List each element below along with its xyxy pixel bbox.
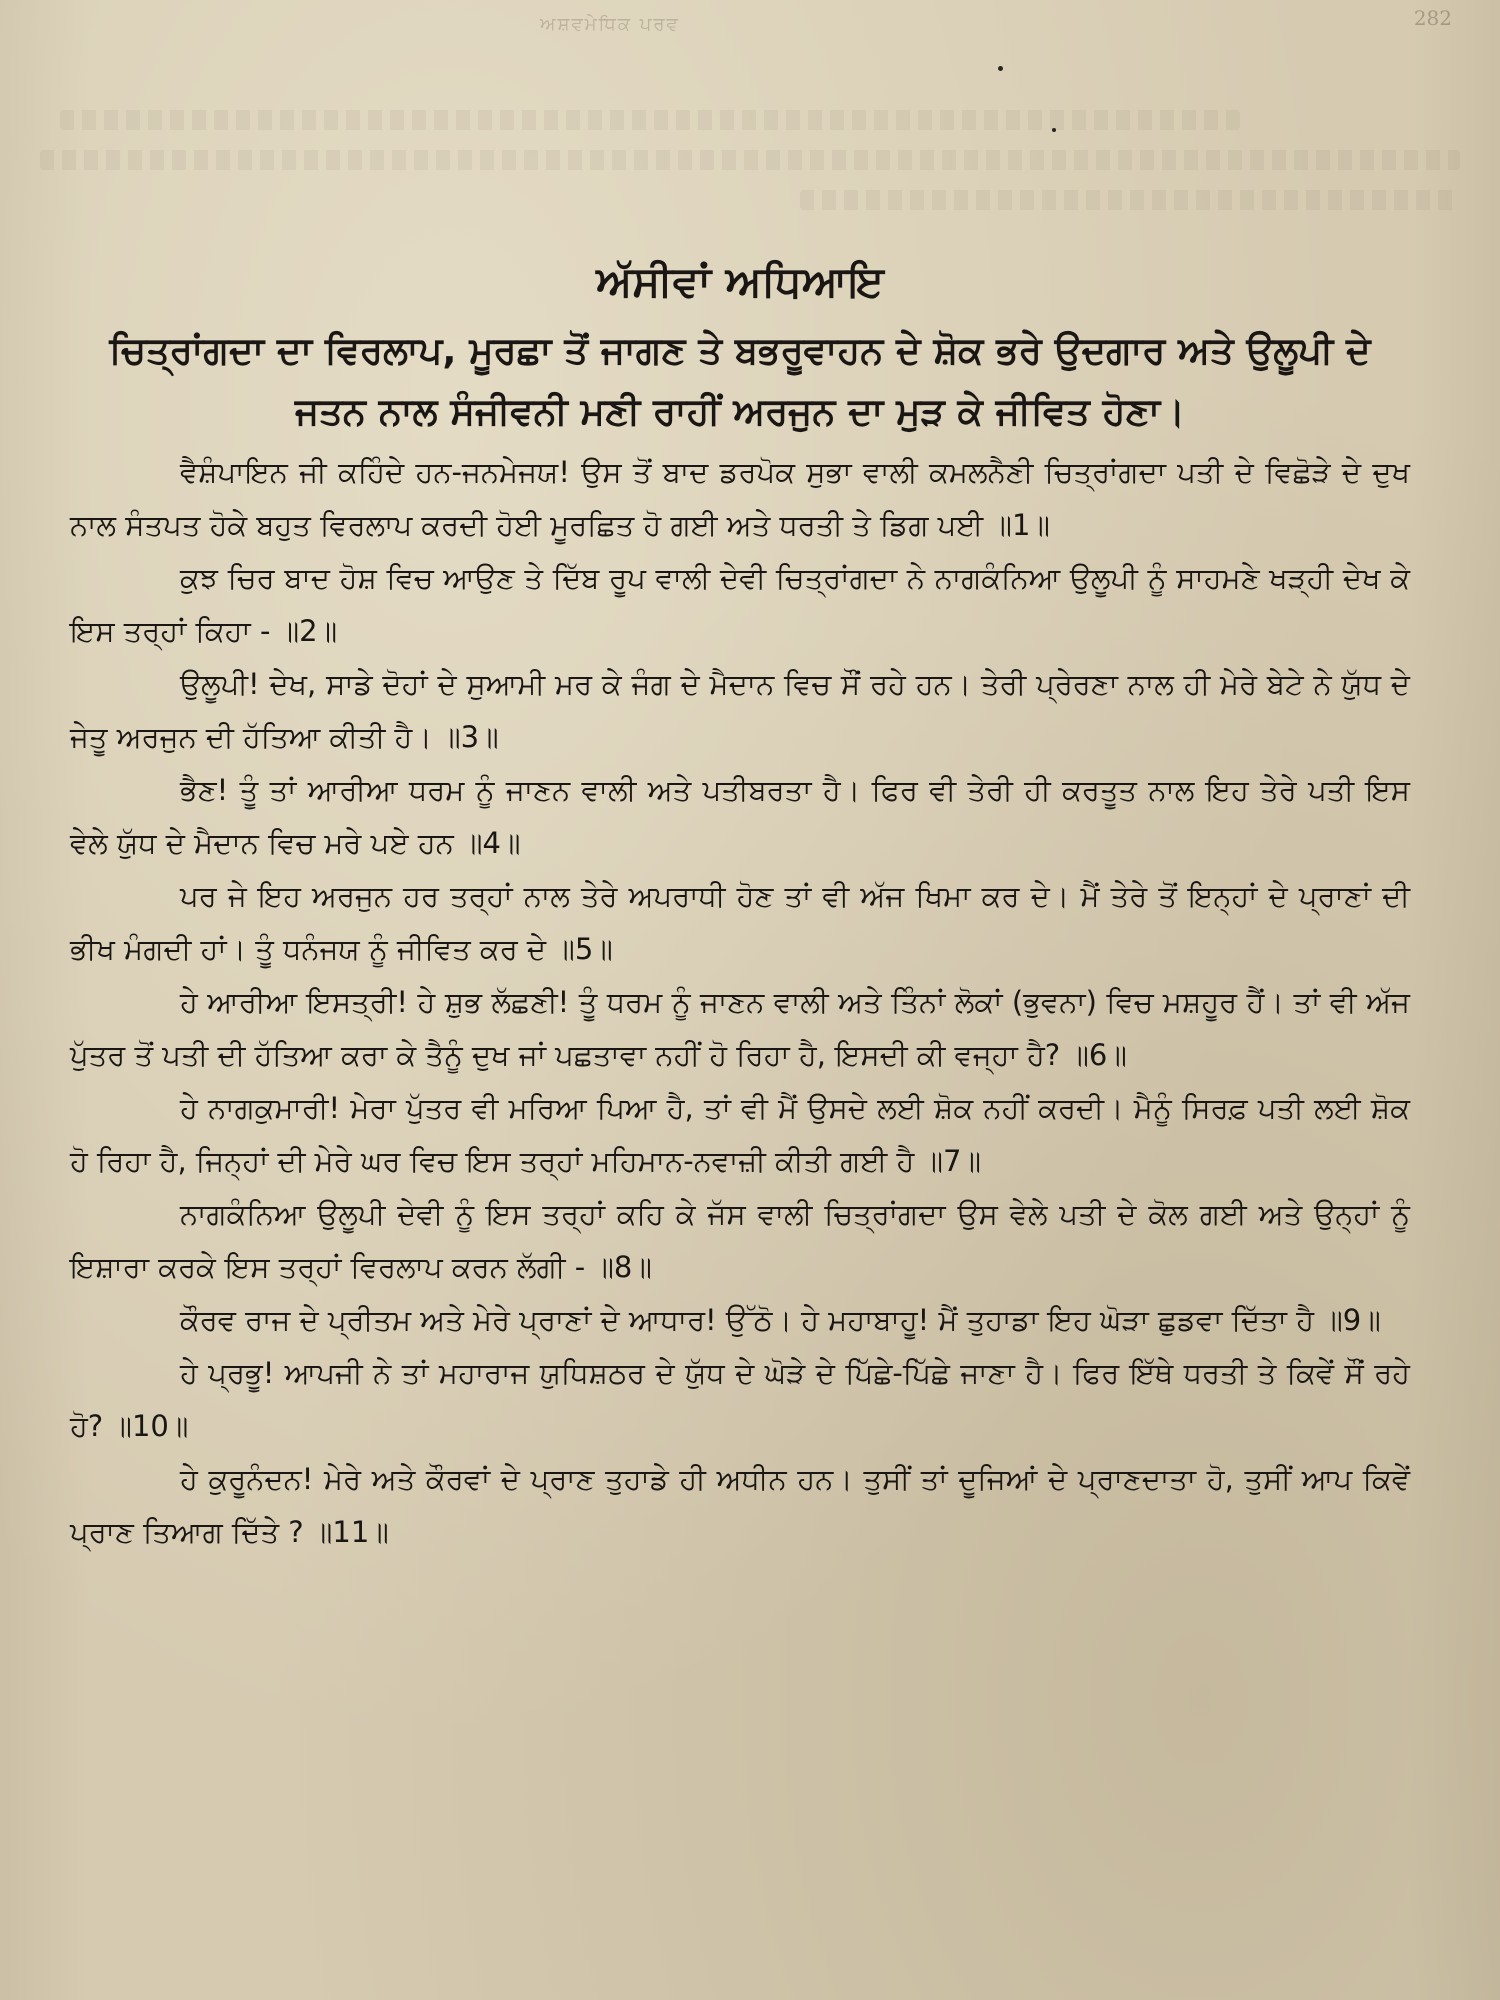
paragraph-verse-11: ਹੇ ਕੁਰੂਨੰਦਨ! ਮੇਰੇ ਅਤੇ ਕੌਰਵਾਂ ਦੇ ਪ੍ਰਾਣ ਤੁਹਾਡੇ ਹੀ ਅਧੀਨ ਹਨ। ਤੁਸੀਂ ਤਾਂ ਦੂਜਿਆਂ ਦੇ ਪ੍ਰਾਣਦਾਤਾ ਹੋ, ਤੁਸੀਂ ਆਪ ਕਿਵੇਂ ਪ੍ਰਾਣ ਤਿਆਗ ਦਿੱਤੇ ? ॥11॥ (70, 1462, 1410, 1549)
page-number: 282 (1413, 6, 1452, 30)
chapter-subtitle: ਚਿਤ੍ਰਾਂਗਦਾ ਦਾ ਵਿਰਲਾਪ, ਮੂਰਛਾ ਤੋਂ ਜਾਗਣ ਤੇ ਬਭਰੂਵਾਹਨ ਦੇ ਸ਼ੋਕ ਭਰੇ ਉਦਗਾਰ ਅਤੇ ਉਲੂਪੀ ਦੇ ਜਤਨ ਨਾਲ ਸੰਜੀਵਨੀ ਮਣੀ ਰਾਹੀਂ ਅਰਜੁਨ ਦਾ ਮੁੜ ਕੇ ਜੀਵਿਤ ਹੋਣਾ। (109, 329, 1371, 433)
chapter-title: ਅੱਸੀਵਾਂ ਅਧਿਆਇ (596, 257, 884, 306)
paragraph-verse-1: ਵੈਸ਼ੰਪਾਇਨ ਜੀ ਕਹਿੰਦੇ ਹਨ-ਜਨਮੇਜਯ! ਉਸ ਤੋਂ ਬਾਦ ਡਰਪੋਕ ਸੁਭਾ ਵਾਲੀ ਕਮਲਨੈਣੀ ਚਿਤ੍ਰਾਂਗਦਾ ਪਤੀ ਦੇ ਵਿਛੋੜੇ ਦੇ ਦੁਖ ਨਾਲ ਸੰਤਪਤ ਹੋਕੇ ਬਹੁਤ ਵਿਰਲਾਪ ਕਰਦੀ ਹੋਈ ਮੂਰਛਿਤ ਹੋ ਗਈ ਅਤੇ ਧਰਤੀ ਤੇ ਡਿਗ ਪਈ ॥1॥ (70, 455, 1410, 542)
ink-speck (1052, 128, 1056, 132)
body-text (70, 446, 1410, 1559)
bleed-through-line (60, 110, 1240, 130)
paragraph-verse-10: ਹੇ ਪ੍ਰਭੂ! ਆਪਜੀ ਨੇ ਤਾਂ ਮਹਾਰਾਜ ਯੁਧਿਸ਼ਠਰ ਦੇ ਯੁੱਧ ਦੇ ਘੋੜੇ ਦੇ ਪਿੱਛੇ-ਪਿੱਛੇ ਜਾਣਾ ਹੈ। ਫਿਰ ਇੱਥੇ ਧਰਤੀ ਤੇ ਕਿਵੇਂ ਸੌਂ ਰਹੇ ਹੋ? ॥10॥ (70, 1356, 1410, 1443)
page-content (70, 250, 1410, 1559)
paragraph-verse-5: ਪਰ ਜੇ ਇਹ ਅਰਜੁਨ ਹਰ ਤਰ੍ਹਾਂ ਨਾਲ ਤੇਰੇ ਅਪਰਾਧੀ ਹੋਣ ਤਾਂ ਵੀ ਅੱਜ ਖਿਮਾ ਕਰ ਦੇ। ਮੈਂ ਤੇਰੇ ਤੋਂ ਇਨ੍ਹਾਂ ਦੇ ਪ੍ਰਾਣਾਂ ਦੀ ਭੀਖ ਮੰਗਦੀ ਹਾਂ। ਤੂੰ ਧਨੰਜਯ ਨੂੰ ਜੀਵਿਤ ਕਰ ਦੇ ॥5॥ (70, 879, 1410, 966)
paragraph-verse-9: ਕੌਰਵ ਰਾਜ ਦੇ ਪ੍ਰੀਤਮ ਅਤੇ ਮੇਰੇ ਪ੍ਰਾਣਾਂ ਦੇ ਆਧਾਰ! ਉੱਠੋ। ਹੇ ਮਹਾਬਾਹੂ! ਮੈਂ ਤੁਹਾਡਾ ਇਹ ਘੋੜਾ ਛੁਡਵਾ ਦਿੱਤਾ ਹੈ ॥9॥ (180, 1303, 1381, 1337)
bleed-through-line (800, 190, 1460, 210)
paragraph-verse-4: ਭੈਣ! ਤੂੰ ਤਾਂ ਆਰੀਆ ਧਰਮ ਨੂੰ ਜਾਣਨ ਵਾਲੀ ਅਤੇ ਪਤੀਬਰਤਾ ਹੈ। ਫਿਰ ਵੀ ਤੇਰੀ ਹੀ ਕਰਤੂਤ ਨਾਲ ਇਹ ਤੇਰੇ ਪਤੀ ਇਸ ਵੇਲੇ ਯੁੱਧ ਦੇ ਮੈਦਾਨ ਵਿਚ ਮਰੇ ਪਏ ਹਨ ॥4॥ (70, 773, 1410, 860)
paragraph-verse-8: ਨਾਗਕੰਨਿਆ ਉਲੂਪੀ ਦੇਵੀ ਨੂੰ ਇਸ ਤਰ੍ਹਾਂ ਕਹਿ ਕੇ ਜੱਸ ਵਾਲੀ ਚਿਤ੍ਰਾਂਗਦਾ ਉਸ ਵੇਲੇ ਪਤੀ ਦੇ ਕੋਲ ਗਈ ਅਤੇ ਉਨ੍ਹਾਂ ਨੂੰ ਇਸ਼ਾਰਾ ਕਰਕੇ ਇਸ ਤਰ੍ਹਾਂ ਵਿਰਲਾਪ ਕਰਨ ਲੱਗੀ - ॥8॥ (70, 1197, 1410, 1284)
ink-speck (998, 66, 1003, 71)
running-header: ਅਸ਼ਵਮੇਧਿਕ ਪਰਵ (540, 14, 680, 35)
bleed-through-line (40, 150, 1460, 170)
paragraph-verse-6: ਹੇ ਆਰੀਆ ਇਸਤ੍ਰੀ! ਹੇ ਸ਼ੁਭ ਲੱਛਣੀ! ਤੂੰ ਧਰਮ ਨੂੰ ਜਾਣਨ ਵਾਲੀ ਅਤੇ ਤਿੰਨਾਂ ਲੋਕਾਂ (ਭੁਵਨਾ) ਵਿਚ ਮਸ਼ਹੂਰ ਹੈਂ। ਤਾਂ ਵੀ ਅੱਜ ਪੁੱਤਰ ਤੋਂ ਪਤੀ ਦੀ ਹੱਤਿਆ ਕਰਾ ਕੇ ਤੈਨੂੰ ਦੁਖ ਜਾਂ ਪਛਤਾਵਾ ਨਹੀਂ ਹੋ ਰਿਹਾ ਹੈ, ਇਸਦੀ ਕੀ ਵਜ੍ਹਾ ਹੈ? ॥6॥ (70, 985, 1410, 1072)
paragraph-verse-3: ਉਲੂਪੀ! ਦੇਖ, ਸਾਡੇ ਦੋਹਾਂ ਦੇ ਸੁਆਮੀ ਮਰ ਕੇ ਜੰਗ ਦੇ ਮੈਦਾਨ ਵਿਚ ਸੌਂ ਰਹੇ ਹਨ। ਤੇਰੀ ਪ੍ਰੇਰਣਾ ਨਾਲ ਹੀ ਮੇਰੇ ਬੇਟੇ ਨੇ ਯੁੱਧ ਦੇ ਜੇਤੂ ਅਰਜੁਨ ਦੀ ਹੱਤਿਆ ਕੀਤੀ ਹੈ। ॥3॥ (70, 667, 1410, 754)
paragraph-verse-7: ਹੇ ਨਾਗਕੁਮਾਰੀ! ਮੇਰਾ ਪੁੱਤਰ ਵੀ ਮਰਿਆ ਪਿਆ ਹੈ, ਤਾਂ ਵੀ ਮੈਂ ਉਸਦੇ ਲਈ ਸ਼ੋਕ ਨਹੀਂ ਕਰਦੀ। ਮੈਨੂੰ ਸਿਰਫ਼ ਪਤੀ ਲਈ ਸ਼ੋਕ ਹੋ ਰਿਹਾ ਹੈ, ਜਿਨ੍ਹਾਂ ਦੀ ਮੇਰੇ ਘਰ ਵਿਚ ਇਸ ਤਰ੍ਹਾਂ ਮਹਿਮਾਨ-ਨਵਾਜ਼ੀ ਕੀਤੀ ਗਈ ਹੈ ॥7॥ (70, 1091, 1410, 1178)
paragraph-verse-2: ਕੁਝ ਚਿਰ ਬਾਦ ਹੋਸ਼ ਵਿਚ ਆਉਣ ਤੇ ਦਿੱਬ ਰੂਪ ਵਾਲੀ ਦੇਵੀ ਚਿਤ੍ਰਾਂਗਦਾ ਨੇ ਨਾਗਕੰਨਿਆ ਉਲੂਪੀ ਨੂੰ ਸਾਹਮਣੇ ਖੜ੍ਹੀ ਦੇਖ ਕੇ ਇਸ ਤਰ੍ਹਾਂ ਕਿਹਾ - ॥2॥ (70, 561, 1410, 648)
